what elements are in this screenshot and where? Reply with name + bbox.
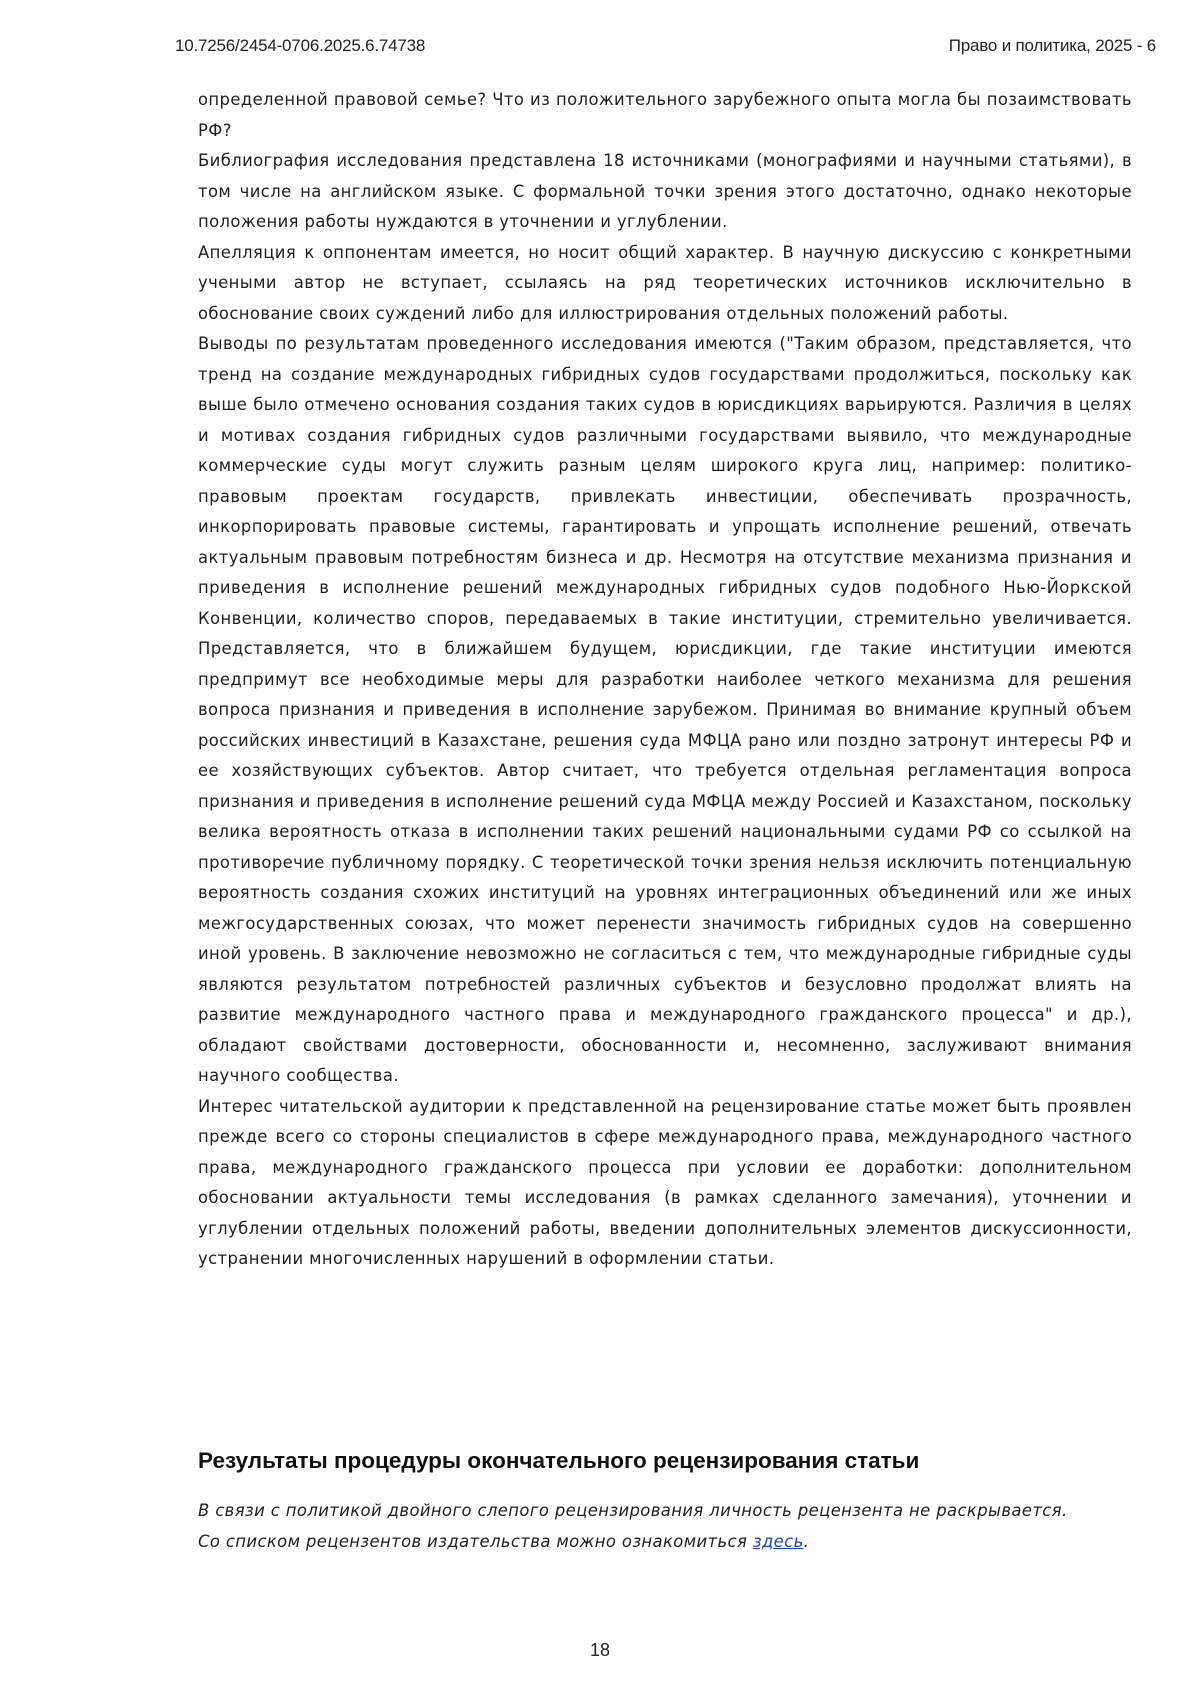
blind-review-note: В связи с политикой двойного слепого рецензирования личность рецензента не раскрывается. (198, 1496, 1132, 1527)
running-header (175, 36, 1156, 60)
paragraph-opponents: Апелляция к оппонентам имеется, но носит общий характер. В научную дискуссию с конкретными учеными автор не вступает, ссылаясь на ряд теоретических источников исключительно в обоснование своих суждений либо для иллюстрирования отдельных положений работы. (198, 238, 1132, 330)
reviewers-list-text: Со списком рецензентов издательства можно ознакомиться (198, 1532, 753, 1551)
doi-label: 10.7256/2454-0706.2025.6.74738 (175, 36, 425, 56)
article-body (198, 85, 1132, 1275)
paragraph-conclusions: Выводы по результатам проведенного исследования имеются ("Таким образом, представляется, что тренд на создание международных гибридных судов государствами продолжиться, поскольку как выше было отмечено основания создания таких судов в юрисдикциях варьируются. Различия в целях и мотивах создания гибридных судов различными государствами выявило, что международные коммерческие суды могут служить разным целям широкого круга лиц, например: политико-правовым проектам государств, привлекать инвестиции, обеспечивать прозрачность, инкорпорировать правовые системы, гарантировать и упрощать исполнение решений, отвечать актуальным правовым потребностям бизнеса и др. Несмотря на отсутствие механизма признания и приведения в исполнение решений международных гибридных судов подобного Нью-Йоркской Конвенции, количество споров, передаваемых в такие институции, стремительно увеличивается. Представляется, что в ближайшем будущем, юрисдикции, где такие институции имеются предпримут все необходимые меры для разработки наиболее четкого механизма для решения вопроса признания и приведения в исполнение зарубежом. Принимая во внимание крупный объем российских инвестиций в Казахстане, решения суда МФЦА рано или поздно затронут интересы РФ и ее хозяйствующих субъектов. Автор считает, что требуется отдельная регламентация вопроса признания и приведения в исполнение решений суда МФЦА между Россией и Казахстаном, поскольку велика вероятность отказа в исполнении таких решений национальными судами РФ со ссылкой на противоречие публичному порядку. С теоретической точки зрения нельзя исключить потенциальную вероятность создания схожих институций на уровнях интеграционных объединений или же иных межгосударственных союзах, что может перенести значимость гибридных судов на совершенно иной уровень. В заключение невозможно не согласиться с тем, что международные гибридные суды являются результатом потребностей различных субъектов и безусловно продолжат влиять на развитие международного частного права и международного гражданского процесса" и др.), обладают свойствами достоверности, обоснованности и, несомненно, заслуживают внимания научного сообщества. (198, 329, 1132, 1092)
journal-issue-label: Право и политика, 2025 - 6 (949, 36, 1156, 56)
final-review-block (198, 1496, 1132, 1557)
final-review-heading: Результаты процедуры окончательного рецензирования статьи (198, 1448, 1132, 1474)
paragraph-bibliography: Библиография исследования представлена 18 источниками (монографиями и научными статьями), в том числе на английском языке. С формальной точки зрения этого достаточно, однако некоторые положения работы нуждаются в уточнении и углублении. (198, 146, 1132, 238)
reviewers-list-suffix: . (804, 1532, 810, 1551)
reviewers-list-link[interactable]: здесь (753, 1532, 804, 1551)
paragraph-reader-interest: Интерес читательской аудитории к представленной на рецензирование статье может быть проявлен прежде всего со стороны специалистов в сфере международного права, международного частного права, международного гражданского процесса при условии ее доработки: дополнительном обосновании актуальности темы исследования (в рамках сделанного замечания), уточнении и углублении отдельных положений работы, введении дополнительных элементов дискуссионности, устранении многочисленных нарушений в оформлении статьи. (198, 1092, 1132, 1275)
page-number: 18 (0, 1640, 1200, 1661)
reviewers-list-note (198, 1527, 1132, 1558)
paragraph-question-continuation: определенной правовой семье? Что из положительного зарубежного опыта могла бы позаимствовать РФ? (198, 85, 1132, 146)
